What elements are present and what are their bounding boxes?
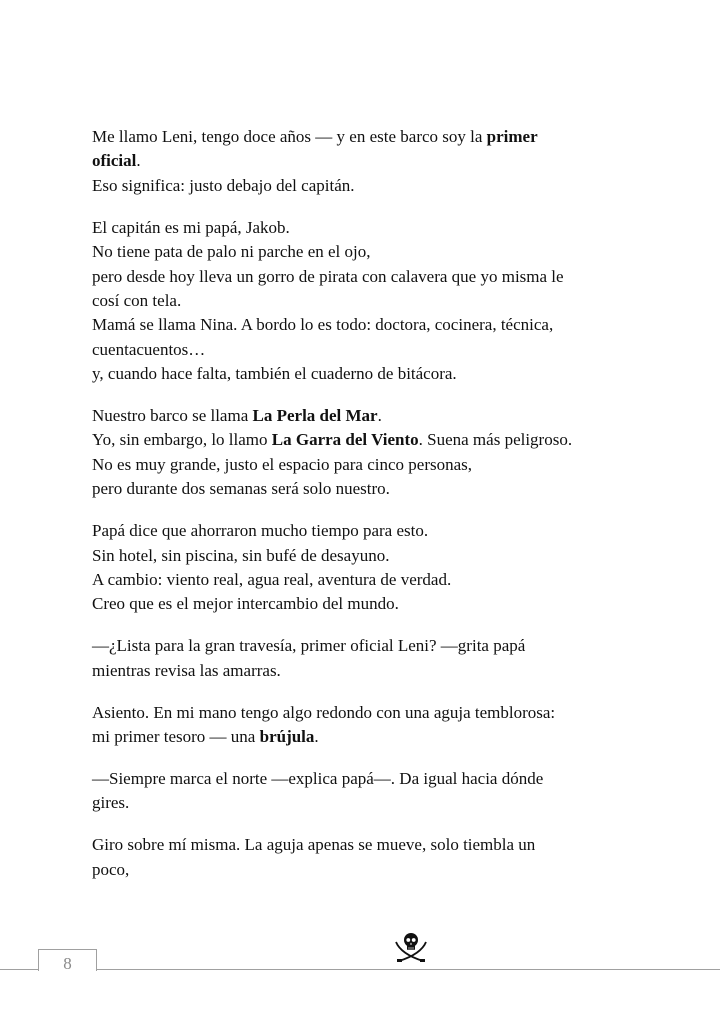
text-line	[92, 240, 652, 264]
text-line	[92, 659, 652, 683]
paragraph	[92, 634, 652, 683]
bold-text: La Perla del Mar	[252, 406, 378, 426]
paragraph	[92, 519, 652, 617]
text-line	[92, 125, 652, 149]
text-segment: Papá dice que ahorraron mucho tiempo para esto.	[92, 521, 429, 541]
bold-text: brújula	[259, 727, 315, 747]
text-segment: poco,	[92, 859, 130, 879]
text-segment: Sin hotel, sin piscina, sin bufé de desayuno.	[92, 545, 390, 565]
text-line	[92, 544, 652, 568]
text-line	[92, 833, 652, 857]
text-segment: .	[314, 727, 319, 747]
text-line	[92, 767, 652, 791]
text-line	[92, 634, 652, 658]
page-number-tab	[38, 949, 97, 971]
paragraph	[92, 767, 652, 816]
text-segment: mientras revisa las amarras.	[92, 660, 281, 680]
bold-text: oficial	[92, 151, 137, 171]
bold-text: primer	[486, 127, 538, 146]
text-segment: . Suena más peligroso.	[418, 430, 573, 450]
body-text	[92, 125, 652, 900]
footer-rule	[96, 969, 720, 970]
text-line	[92, 568, 652, 592]
paragraph	[92, 404, 652, 502]
text-line	[92, 791, 652, 815]
text-segment: No es muy grande, justo el espacio para cinco personas,	[92, 454, 473, 474]
text-segment: A cambio: viento real, agua real, aventura de verdad.	[92, 570, 452, 589]
text-segment: gires.	[92, 793, 130, 813]
text-line	[92, 428, 652, 452]
text-segment: Nuestro barco se llama	[92, 406, 253, 426]
paragraph	[92, 701, 652, 750]
text-segment: .	[377, 406, 382, 426]
text-segment: Asiento. En mi mano tengo algo redondo con una aguja temblorosa:	[92, 702, 556, 722]
text-segment: Creo que es el mejor intercambio del mundo.	[92, 594, 399, 614]
text-segment: cuentacuentos…	[92, 339, 206, 359]
text-segment: No tiene pata de palo ni parche en el ojo,	[92, 242, 371, 262]
paragraph	[92, 125, 652, 198]
text-line	[92, 519, 652, 543]
text-line	[92, 477, 652, 501]
paragraph	[92, 216, 652, 387]
text-line	[92, 453, 652, 477]
text-segment: y, cuando hace falta, también el cuaderno de bitácora.	[92, 364, 457, 384]
text-segment: mi primer tesoro — una	[92, 727, 260, 747]
text-line	[92, 725, 652, 749]
text-line	[92, 858, 652, 882]
bold-text: La Garra del Viento	[271, 430, 419, 450]
text-line	[92, 404, 652, 428]
text-line	[92, 149, 652, 173]
text-segment: Me llamo Leni, tengo doce años — y en este barco soy la	[92, 127, 487, 146]
text-line	[92, 362, 652, 386]
text-segment: cosí con tela.	[92, 290, 182, 310]
text-segment: —Siempre marca el norte —explica papá—. Da igual hacia dónde	[92, 768, 544, 788]
text-segment: .	[136, 151, 141, 171]
text-segment: pero desde hoy lleva un gorro de pirata con calavera que yo misma le	[92, 266, 564, 286]
text-line	[92, 174, 652, 198]
text-line	[92, 701, 652, 725]
text-segment: Giro sobre mí misma. La aguja apenas se mueve, solo tiembla un	[92, 835, 536, 855]
text-line	[92, 289, 652, 313]
text-segment: Eso significa: justo debajo del capitán.	[92, 175, 355, 195]
text-line	[92, 313, 652, 337]
paragraph	[92, 833, 652, 882]
text-line	[92, 216, 652, 240]
text-segment: Mamá se llama Nina. A bordo lo es todo: doctora, cocinera, técnica,	[92, 315, 554, 335]
skull-crossed-sabers-icon	[393, 930, 429, 964]
footer-rule	[0, 969, 38, 970]
text-line	[92, 338, 652, 362]
text-line	[92, 592, 652, 616]
text-segment: Yo, sin embargo, lo llamo	[92, 430, 272, 450]
text-segment: —¿Lista para la gran travesía, primer oficial Leni? —grita papá	[92, 636, 526, 656]
page-number: 8	[63, 954, 72, 973]
text-segment: El capitán es mi papá, Jakob.	[92, 217, 290, 237]
text-segment: pero durante dos semanas será solo nuestro.	[92, 479, 390, 499]
text-line	[92, 265, 652, 289]
